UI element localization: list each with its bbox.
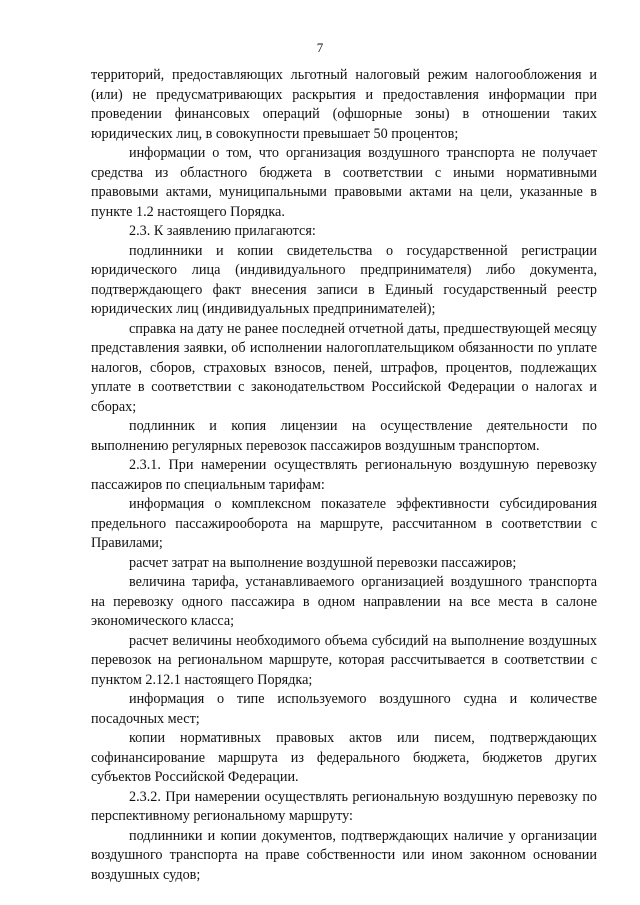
paragraph: расчет затрат на выполнение воздушной перевозки пассажиров; (129, 554, 517, 571)
paragraph: территорий, предоставляющих льготный налоговый режим налогообложения и (или) не предусматривающих раскрытия и предоставления информации при проведении финансовых операций (офшорные зоны) в отношении таких юридических лиц, в совокупности превышает 50 процентов; (91, 67, 597, 142)
paragraph: подлинники и копии свидетельства о государственной регистрации юридического лица (индивидуального предпринимателя) либо документа, подтверждающего факт внесения записи в Единый государственный реестр юридических лиц (индивидуальных предпринимателей); (91, 242, 597, 317)
paragraph: информация о комплексном показателе эффективности субсидирования предельного пассажирооборота на маршруте, рассчитанном в соответствии с Правилами; (91, 496, 597, 551)
paragraph: информация о типе используемого воздушного судна и количестве посадочных мест; (91, 691, 597, 727)
paragraph: 2.3.1. При намерении осуществлять региональную воздушную перевозку пассажиров по специальным тарифам: (91, 457, 597, 493)
paragraph: информации о том, что организация воздушного транспорта не получает средства из областного бюджета в соответствии с иными нормативными правовыми актами, муниципальными правовыми актами на цели, указанные в пункте 1.2 настоящего Порядка. (91, 145, 597, 220)
section-heading: 2.3. К заявлению прилагаются: (129, 223, 316, 239)
paragraph: подлинники и копии документов, подтверждающих наличие у организации воздушного транспорта на праве собственности или ином законном основании воздушных судов; (91, 827, 597, 883)
paragraph: подлинник и копия лицензии на осуществление деятельности по выполнению регулярных перевозок пассажиров воздушным транспортом. (91, 418, 597, 454)
page-number: 7 (316, 40, 324, 55)
paragraph: величина тарифа, устанавливаемого организацией воздушного транспорта на перевозку одного пассажира в одном направлении на все места в салоне экономического класса; (91, 574, 597, 629)
paragraph: расчет величины необходимого объема субсидий на выполнение воздушных перевозок на региональном маршруте, которая рассчитывается в соответствии с пунктом 2.12.1 настоящего Порядка; (91, 632, 597, 688)
paragraph: 2.3.2. При намерении осуществлять региональную воздушную перевозку по перспективному региональному маршруту: (91, 788, 597, 824)
document-body (91, 66, 597, 885)
paragraph: справка на дату не ранее последней отчетной даты, предшествующей месяцу представления заявки, об исполнении налогоплательщиком обязанности по уплате налогов, сборов, страховых взносов, пеней, штрафов, процентов, подлежащих уплате в соответствии с законодательством Российской Федерации о налогах и сборах; (91, 320, 597, 415)
paragraph: копии нормативных правовых актов или писем, подтверждающих софинансирование маршрута из федерального бюджета, бюджетов других субъектов Российской Федерации. (91, 730, 597, 785)
